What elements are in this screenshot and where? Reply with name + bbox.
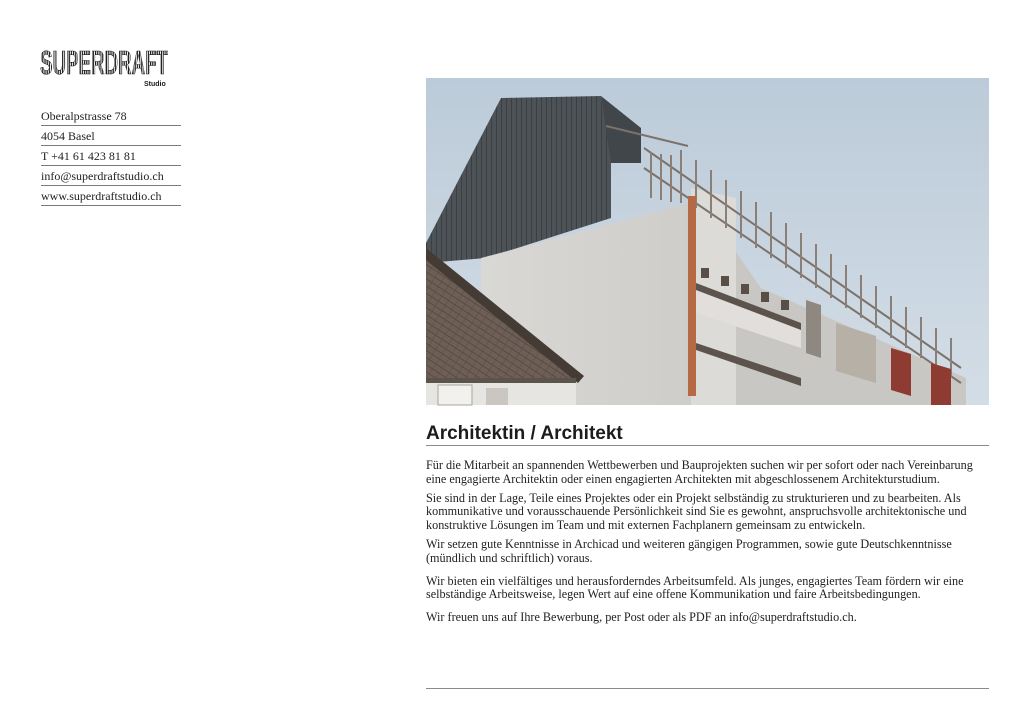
contact-street: Oberalpstrasse 78 bbox=[41, 108, 181, 126]
contact-email-link[interactable]: info@superdraftstudio.ch bbox=[41, 168, 181, 186]
contact-block bbox=[41, 108, 181, 208]
paragraph-application: Wir freuen uns auf Ihre Bewerbung, per Post oder als PDF an info@superdraftstudio.ch. bbox=[426, 610, 857, 625]
logo-icon bbox=[40, 38, 172, 90]
paragraph-offer: Wir bieten ein vielfältiges und herausforderndes Arbeitsumfeld. Als junges, engagiertes Team fördern wir eine selbständige Arbeitsweise, legen Wert auf eine offene Kommunikation und faire Arbeitsbedingungen. bbox=[426, 573, 964, 602]
paragraph-skills: Wir setzen gute Kenntnisse in Archicad und weiteren gängigen Programmen, sowie gute Deutschkenntnisse (mündlich und schriftlich) voraus. bbox=[426, 536, 952, 565]
job-description bbox=[426, 459, 989, 630]
logo-wordmark: SUPERDRAFT bbox=[40, 44, 168, 81]
paragraph-intro: Für die Mitarbeit an spannenden Wettbewerben und Bauprojekten suchen wir per sofort oder nach Vereinbarung eine engagierte Architektin oder einen engagierten Architekten mit abgeschlossenem Architekturstudium. bbox=[426, 458, 973, 486]
job-title: Architektin / Architekt bbox=[426, 424, 989, 446]
superdraft-studio-logo bbox=[40, 38, 172, 90]
paragraph-profile: Sie sind in der Lage, Teile eines Projektes oder ein Projekt selbständig zu strukturieren und zu bearbeiten. Als kommunikative und vorausschauende Persönlichkeit sind Sie es gewohnt, anspruchsvolle architektonische und konstruktive Lösungen im Team und mit externen Fachplanern gemeinsam zu entwickeln. bbox=[426, 490, 967, 533]
contact-city: 4054 Basel bbox=[41, 128, 181, 146]
logo-subtitle: Studio bbox=[144, 81, 166, 88]
building-photo bbox=[426, 78, 989, 405]
building-photo-icon bbox=[426, 78, 989, 405]
contact-phone[interactable]: T +41 61 423 81 81 bbox=[41, 148, 181, 166]
bottom-divider bbox=[426, 688, 989, 689]
contact-website-link[interactable]: www.superdraftstudio.ch bbox=[41, 188, 181, 206]
